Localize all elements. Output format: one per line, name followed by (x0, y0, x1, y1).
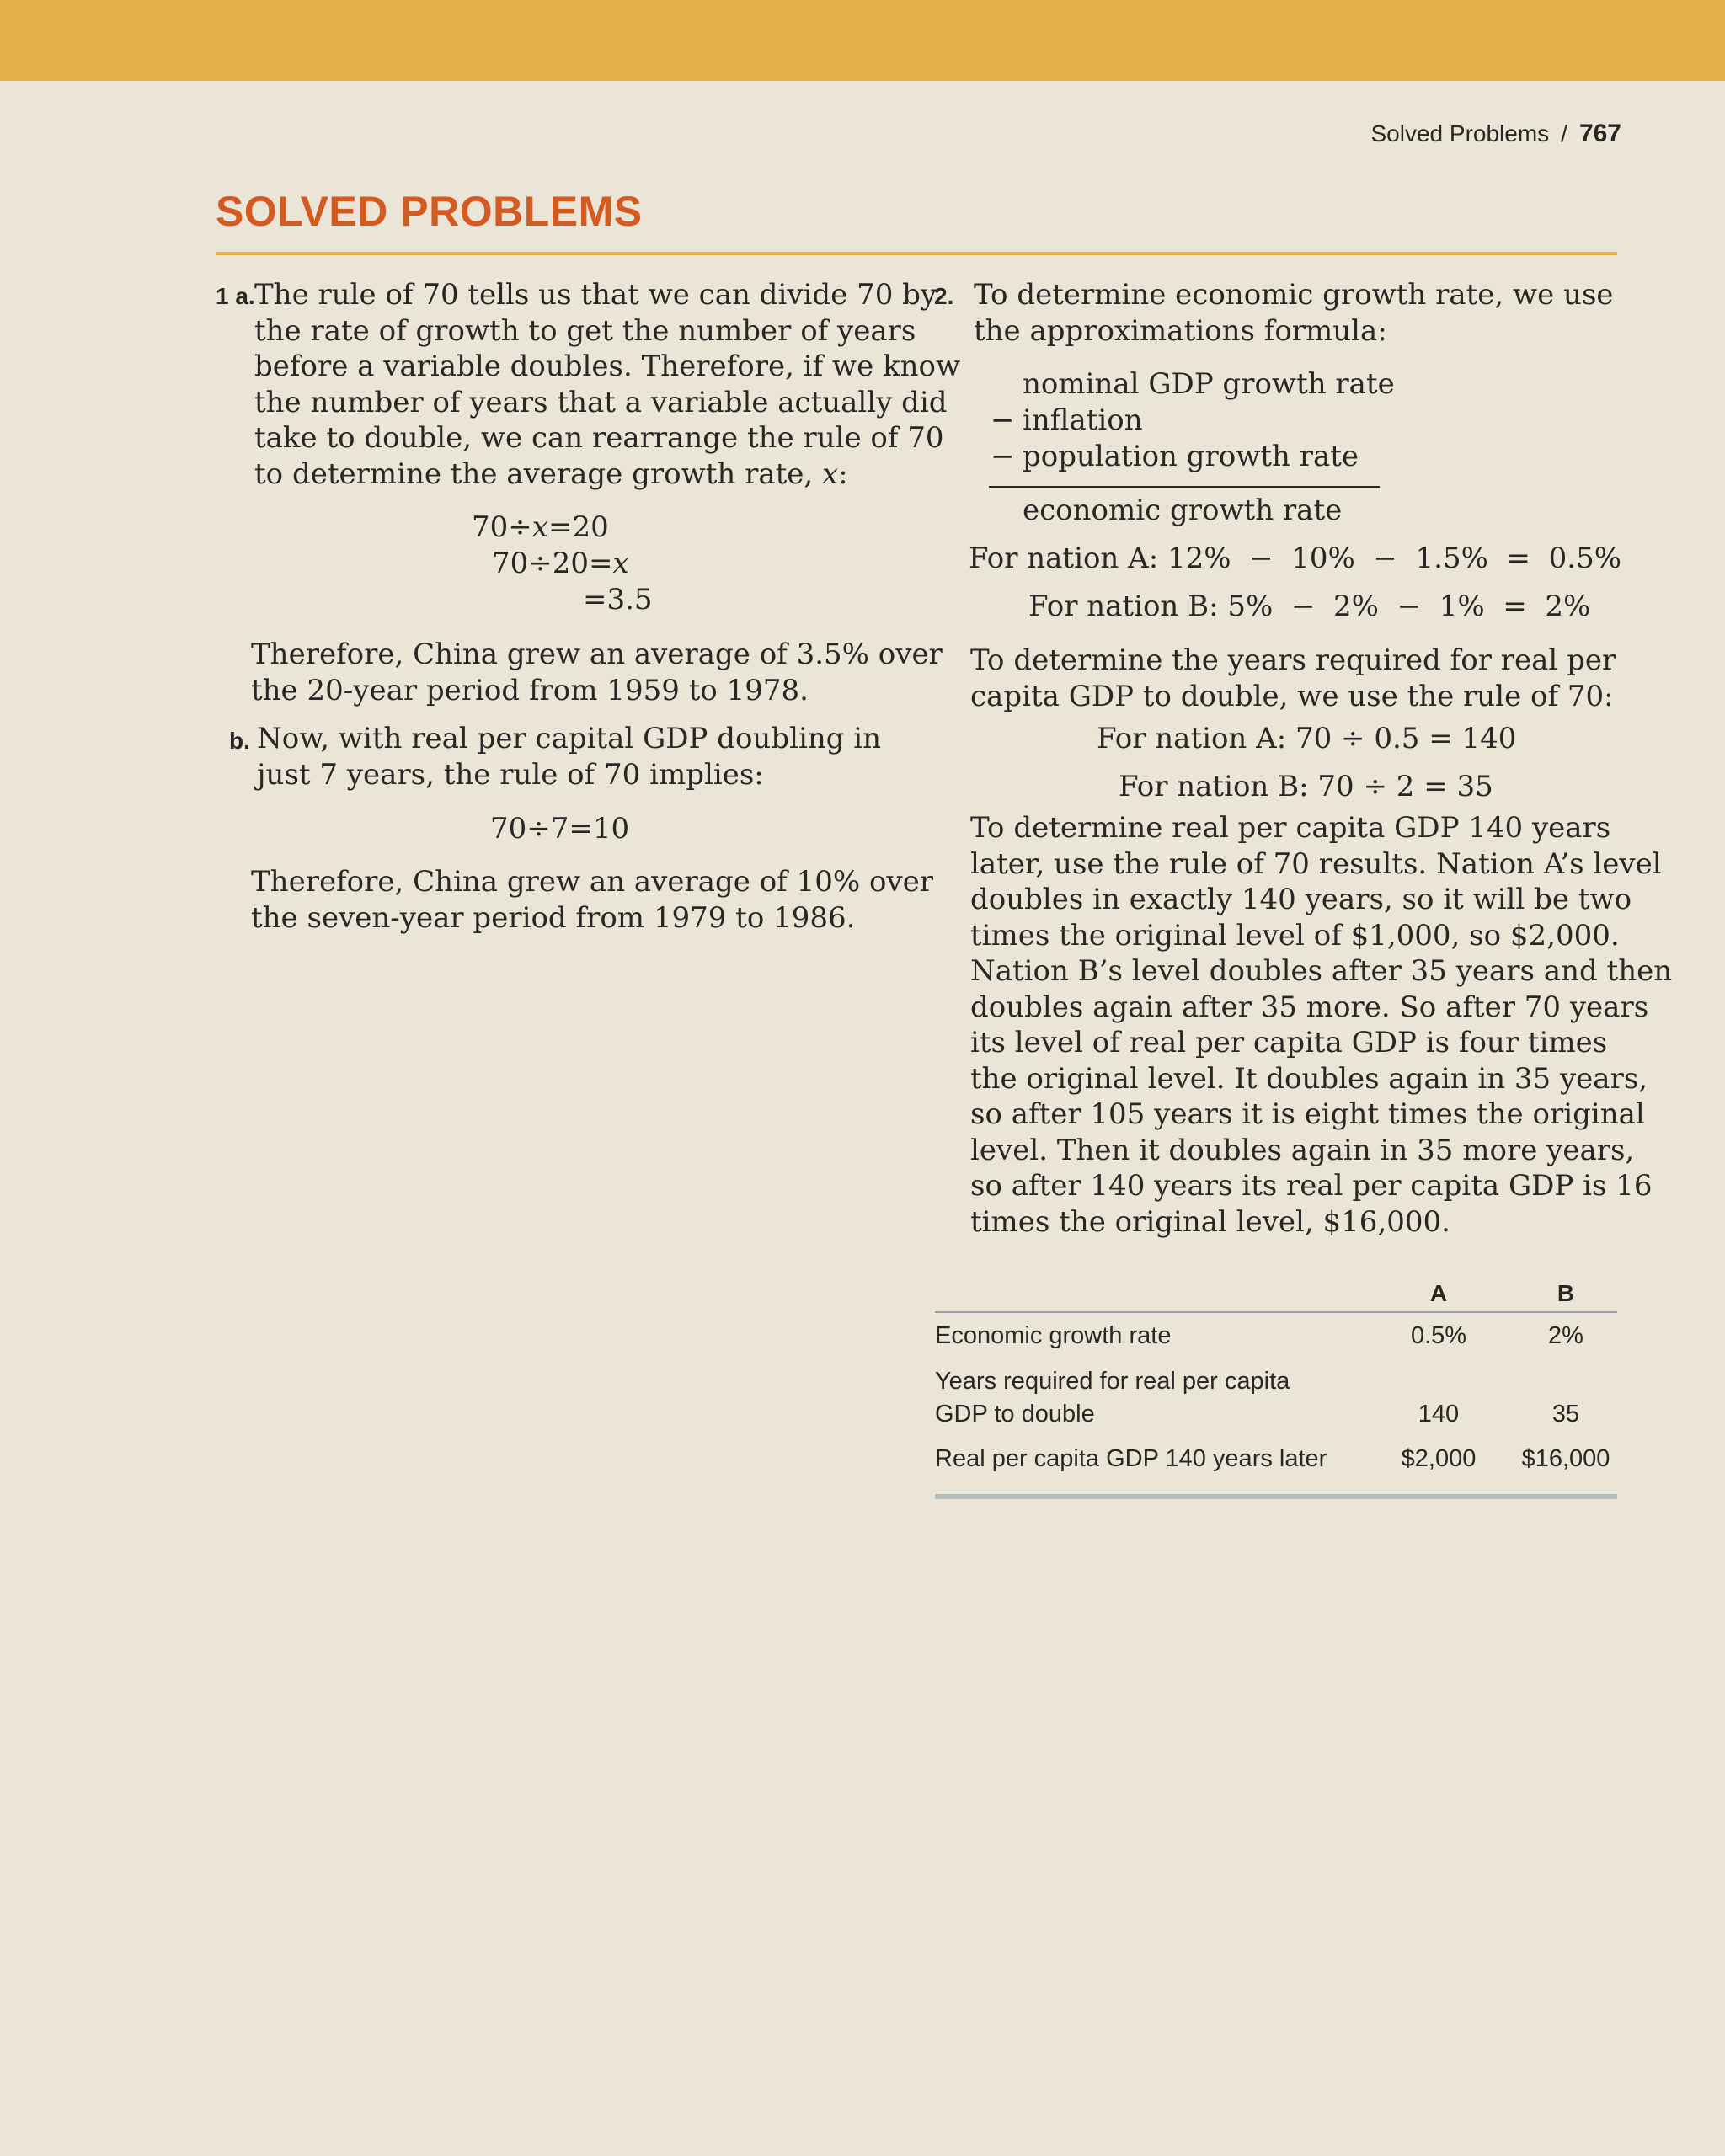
text-line: so after 105 years it is eight times the original (970, 1097, 1645, 1131)
minus-sign: − (991, 403, 1015, 437)
text-line: times the original level, $16,000. (970, 1204, 1450, 1239)
text-line: Therefore, China grew an average of 3.5% over (251, 638, 943, 671)
problem-1a-text (254, 277, 960, 492)
text-line: the rate of growth to get the number of years (254, 313, 916, 348)
text-line: the 20-year period from 1959 to 1978. (251, 673, 809, 707)
text-line: Now, with real per capital GDP doubling in (257, 722, 882, 755)
equation-part: 70÷20= (492, 547, 613, 580)
text-line: so after 140 years its real per capita GDP is 16 (970, 1169, 1653, 1203)
formula-population: population growth rate (1023, 440, 1359, 473)
text-line: level. Then it doubles again in 35 more years, (970, 1133, 1635, 1167)
text-line: To determine economic growth rate, we use (974, 278, 1614, 312)
variable-x: x (531, 510, 548, 544)
running-head-separator: / (1561, 120, 1567, 147)
table-bottom-rule (935, 1494, 1617, 1499)
problem-1a-result (251, 637, 943, 708)
equation-2 (492, 547, 629, 580)
text-line: the original level. It doubles again in 35 years, (970, 1061, 1648, 1096)
rule70-intro (970, 643, 1616, 714)
text-line: The rule of 70 tells us that we can divide 70 by (254, 278, 937, 312)
column-header-b: B (1557, 1280, 1575, 1306)
equation-3: =3.5 (583, 583, 653, 616)
cell-a-growth-rate: 0.5% (1410, 1322, 1467, 1349)
minus-sign: − (991, 440, 1015, 473)
text-line: To determine real per capita GDP 140 years (970, 811, 1611, 845)
text-line: times the original level of $1,000, so $2,000. (970, 918, 1620, 953)
problem-1a-label: 1 a. (216, 283, 255, 309)
cell-b-years-double: 35 (1551, 1401, 1580, 1428)
formula-sum-line (989, 486, 1380, 488)
nation-a-years: For nation A: 70 ÷ 0.5 = 140 (1097, 722, 1517, 755)
running-head-section: Solved Problems (1370, 120, 1550, 147)
problem-2-label: 2. (934, 283, 954, 309)
text-line: its level of real per capita GDP is four times (970, 1026, 1608, 1059)
row-label-gdp-later: Real per capita GDP 140 years later (935, 1445, 1327, 1472)
nation-b-years: For nation B: 70 ÷ 2 = 35 (1119, 770, 1493, 803)
text-line: take to double, we can rearrange the rule of 70 (254, 421, 944, 455)
problem-2-intro (974, 277, 1614, 349)
problem-1b-text (257, 721, 881, 792)
problem-1b-result (251, 864, 933, 936)
text-line: just 7 years, the rule of 70 implies: (257, 757, 764, 792)
text-line: before a variable doubles. Therefore, if we know (254, 350, 961, 383)
text-line: To determine the years required for real per (970, 643, 1616, 677)
page-number: 767 (1578, 120, 1621, 147)
formula-nominal-gdp: nominal GDP growth rate (1023, 367, 1395, 401)
text-line: Nation B’s level doubles after 35 years and then (970, 954, 1673, 988)
row-label-years-double: Years required for real per capita (935, 1368, 1290, 1395)
running-head (1371, 120, 1622, 148)
row-label-growth-rate: Economic growth rate (935, 1322, 1172, 1349)
table-header-rule (935, 1311, 1617, 1313)
title-rule (216, 252, 1617, 255)
text-line: the approximations formula: (974, 313, 1387, 348)
text-line-part: to determine the average growth rate, (254, 456, 822, 491)
equation-part: =20 (547, 510, 609, 544)
variable-x: x (822, 456, 839, 491)
column-header-a: A (1429, 1280, 1448, 1306)
cell-a-years-double: 140 (1418, 1401, 1460, 1428)
formula-inflation: inflation (1023, 403, 1143, 437)
text-line: Therefore, China grew an average of 10% over (251, 865, 934, 899)
text-line (254, 456, 960, 493)
equation-part: 70÷ (472, 510, 532, 544)
text-line-part: : (838, 456, 848, 491)
text-line: capita GDP to double, we use the rule of 70: (970, 679, 1614, 713)
equation-4: 70÷7=10 (490, 812, 630, 846)
row-label-years-double-cont: GDP to double (935, 1401, 1095, 1428)
formula-result: economic growth rate (1023, 494, 1343, 527)
cell-b-growth-rate: 2% (1548, 1322, 1583, 1349)
cell-b-gdp-later: $16,000 (1521, 1445, 1610, 1472)
text-line: later, use the rule of 70 results. Nation A’s level (970, 846, 1662, 881)
text-line: doubles again after 35 more. So after 70 years (970, 990, 1649, 1024)
text-line: the seven-year period from 1979 to 1986. (251, 900, 856, 935)
problem-2-explanation (970, 810, 1672, 1240)
nation-a-growth: For nation A: 12% − 10% − 1.5% = 0.5% (969, 542, 1622, 575)
nation-b-growth: For nation B: 5% − 2% − 1% = 2% (1028, 590, 1591, 623)
cell-a-gdp-later: $2,000 (1401, 1445, 1477, 1472)
section-title: SOLVED PROBLEMS (216, 188, 643, 235)
equation-1 (472, 510, 609, 544)
text-line: doubles in exactly 140 years, so it will be two (970, 883, 1632, 916)
problem-1b-label: b. (229, 728, 250, 754)
top-color-band (0, 0, 1725, 81)
variable-x: x (612, 547, 629, 580)
text-line: the number of years that a variable actually did (254, 385, 948, 419)
